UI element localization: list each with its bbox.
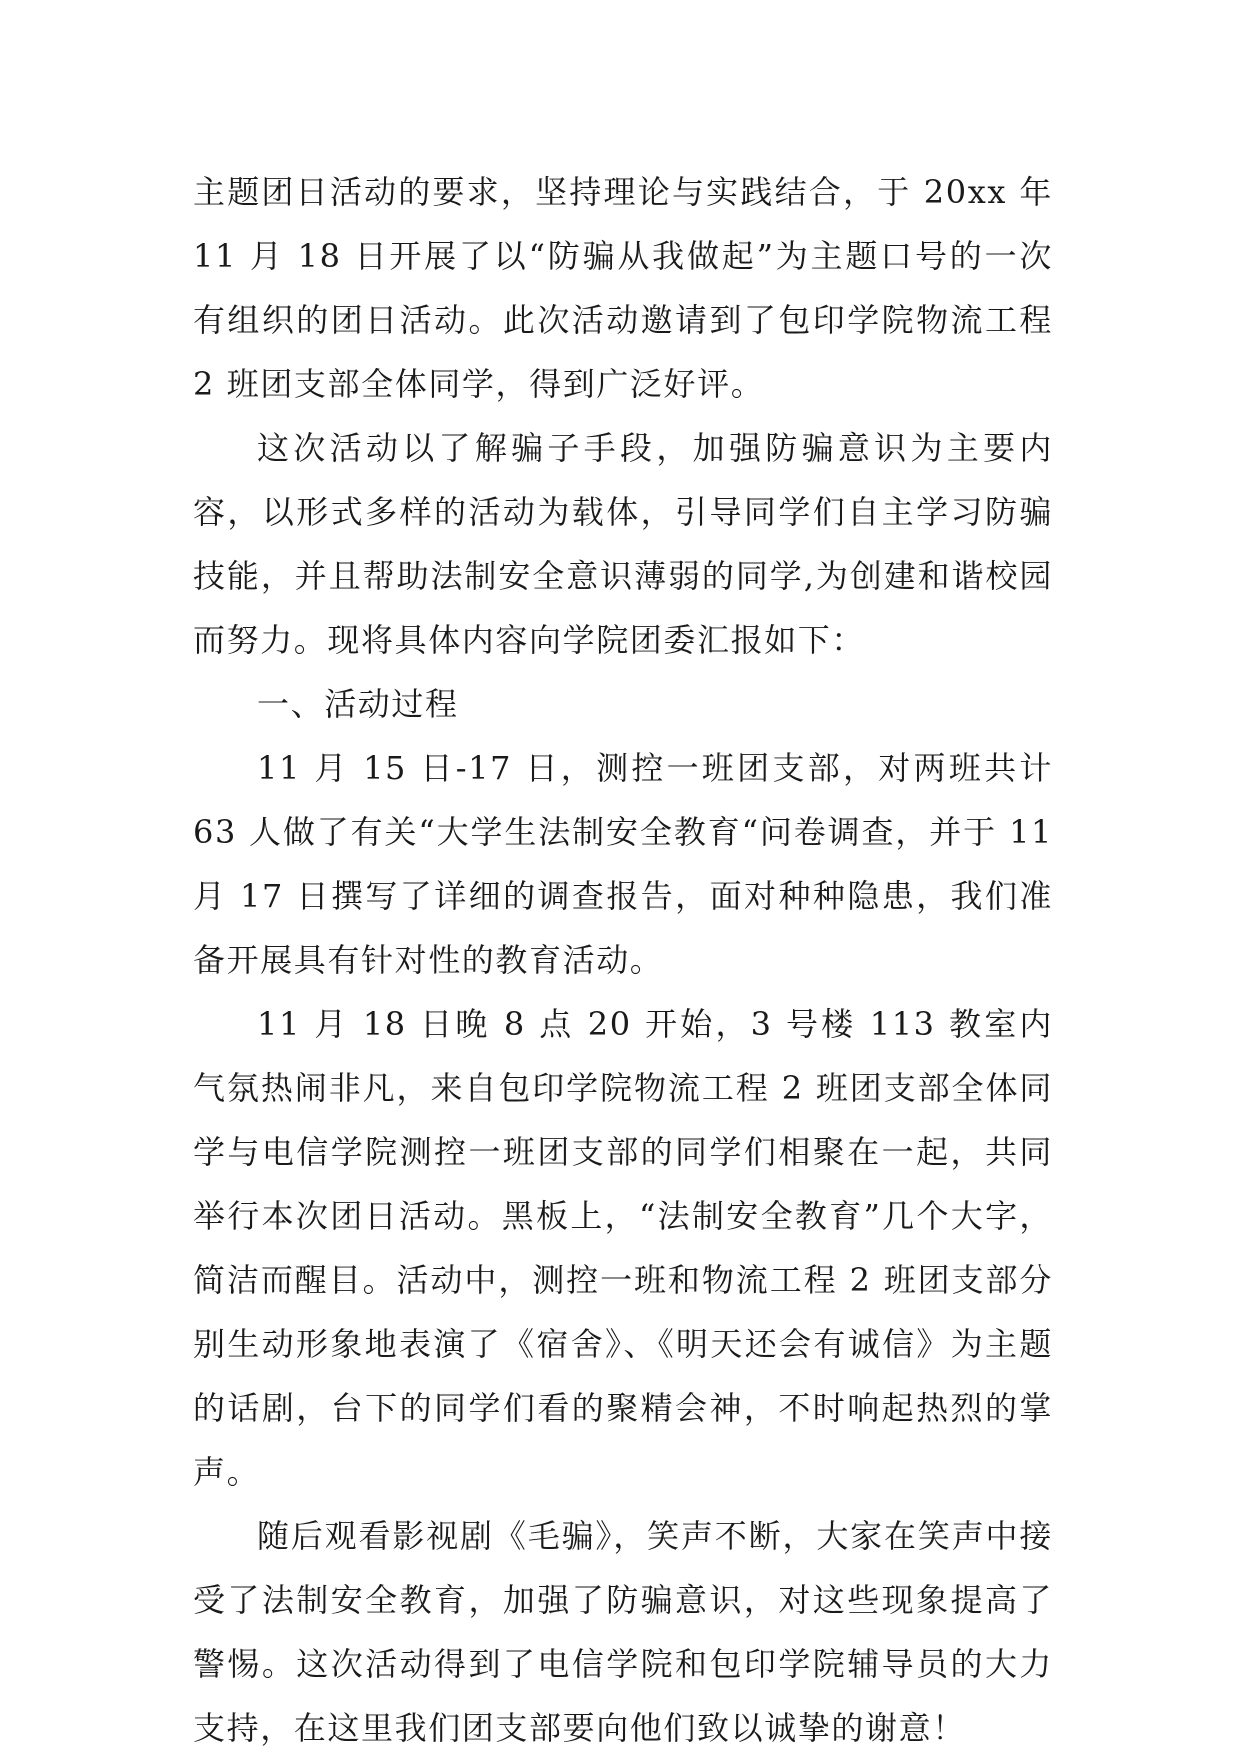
paragraph-survey: 11 月 15 日-17 日，测控一班团支部，对两班共计 63 人做了有关“大学生法制安全教育“问卷调查，并于 11 月 17 日撰写了详细的调查报告，面对种种隐患，我们准备开展具有针对性的教育活动。 xyxy=(193,749,1053,979)
document-body xyxy=(193,160,1053,1760)
section-heading-activity-process: 一、活动过程 xyxy=(257,685,459,723)
paragraph-intro-continued: 主题团日活动的要求，坚持理论与实践结合，于 20xx 年 11 月 18 日开展了以“防骗从我做起”为主题口号的一次有组织的团日活动。此次活动邀请到了包印学院物流工程 2 班团支部全体同学，得到广泛好评。 xyxy=(193,173,1053,403)
paragraph-closing: 随后观看影视剧《毛骗》，笑声不断，大家在笑声中接受了法制安全教育，加强了防骗意识，对这些现象提高了警惕。这次活动得到了电信学院和包印学院辅导员的大力支持，在这里我们团支部要向他们致以诚挚的谢意！ xyxy=(193,1517,1053,1747)
paragraph-activity-summary: 这次活动以了解骗子手段，加强防骗意识为主要内容，以形式多样的活动为载体，引导同学们自主学习防骗技能，并且帮助法制安全意识薄弱的同学,为创建和谐校园而努力。现将具体内容向学院团委汇报如下： xyxy=(193,429,1053,659)
paragraph-event: 11 月 18 日晚 8 点 20 开始，3 号楼 113 教室内气氛热闹非凡，来自包印学院物流工程 2 班团支部全体同学与电信学院测控一班团支部的同学们相聚在一起，共同举行本次团日活动。黑板上，“法制安全教育”几个大字，简洁而醒目。活动中，测控一班和物流工程 2 班团支部分别生动形象地表演了《宿舍》、《明天还会有诚信》为主题的话剧，台下的同学们看的聚精会神，不时响起热烈的掌声。 xyxy=(193,1005,1053,1491)
